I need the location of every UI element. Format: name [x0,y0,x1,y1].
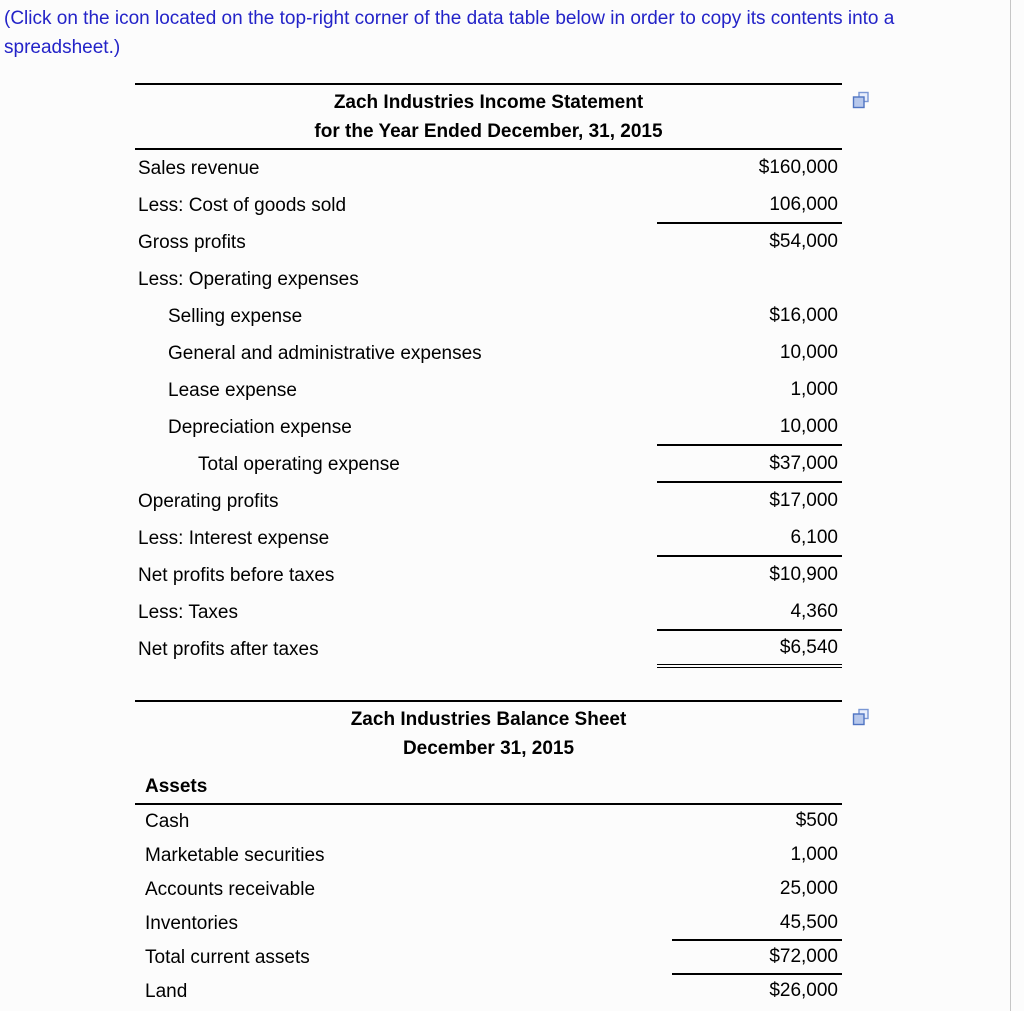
row-value: $54,000 [769,230,838,252]
row-value: $10,900 [769,563,838,585]
row-label: Less: Interest expense [138,527,330,549]
row-label: Gross profits [138,231,246,253]
income-statement-title: Zach Industries Income Statement [333,92,644,113]
table-row [135,335,842,372]
table-row [135,261,842,298]
copy-to-spreadsheet-icon[interactable] [852,89,870,107]
row-label: Less: Operating expenses [138,268,359,290]
table-row [135,975,842,1009]
table-row [135,298,842,335]
copy-to-spreadsheet-icon[interactable] [852,706,870,724]
table-row [135,446,842,483]
row-value: 10,000 [779,341,838,363]
table-row [135,805,842,839]
row-value: 45,500 [672,907,842,941]
row-value [657,261,842,298]
row-label: Less: Taxes [138,601,238,623]
table-row [135,907,842,941]
table-row [135,631,842,668]
row-value: 25,000 [779,878,838,899]
balance-sheet-rows [135,805,842,1009]
row-label: Accounts receivable [145,879,316,900]
table-row [135,873,842,907]
income-statement-subtitle: for the Year Ended December, 31, 2015 [314,121,663,142]
row-value: $26,000 [769,980,838,1001]
row-label: Net profits before taxes [138,564,335,586]
row-label: Lease expense [168,379,297,401]
row-value: $500 [795,810,838,831]
instruction-text: (Click on the icon located on the top-right corner of the data table below in order to copy its contents into a spreadsheet.) [4,8,895,58]
row-value: 4,360 [657,594,842,631]
table-row [135,839,842,873]
row-value: 1,000 [790,844,838,865]
row-label: Total operating expense [198,453,400,475]
table-row [135,409,842,446]
table-row [135,483,842,520]
row-value: 106,000 [657,187,842,224]
table-row [135,224,842,261]
row-value: $6,540 [657,631,842,668]
row-value: 1,000 [790,378,838,400]
table-row [135,150,842,187]
table-row [135,557,842,594]
row-value: 6,100 [657,520,842,557]
row-label: Total current assets [145,947,310,968]
balance-sheet-subtitle: December 31, 2015 [402,738,575,759]
table-row [135,594,842,631]
row-value: $17,000 [769,489,838,511]
balance-sheet-table [135,700,842,1009]
table-row [135,941,842,975]
row-value: $160,000 [758,156,838,178]
row-value: 10,000 [657,409,842,446]
income-statement-table [135,83,842,668]
row-label: Marketable securities [145,845,325,866]
balance-sheet-header [135,702,842,765]
row-label: Sales revenue [138,157,260,179]
row-value: $16,000 [769,304,838,326]
income-statement-header [135,85,842,150]
row-label: Less: Cost of goods sold [138,194,347,216]
row-label: Depreciation expense [168,416,352,438]
row-label: Land [145,981,188,1002]
row-label: Selling expense [168,305,303,327]
row-label: General and administrative expenses [168,342,482,364]
table-row [135,372,842,409]
balance-sheet-title: Zach Industries Balance Sheet [350,709,627,730]
income-statement-rows [135,150,842,668]
table-row [135,187,842,224]
row-label: Cash [145,811,190,832]
right-panel-divider [1010,0,1011,1011]
table-row [135,520,842,557]
row-label: Inventories [145,913,238,934]
assets-section-header: Assets [135,771,842,805]
row-value: $37,000 [657,446,842,483]
row-label: Net profits after taxes [138,638,319,660]
row-value: $72,000 [672,941,842,975]
row-label: Operating profits [138,490,279,512]
